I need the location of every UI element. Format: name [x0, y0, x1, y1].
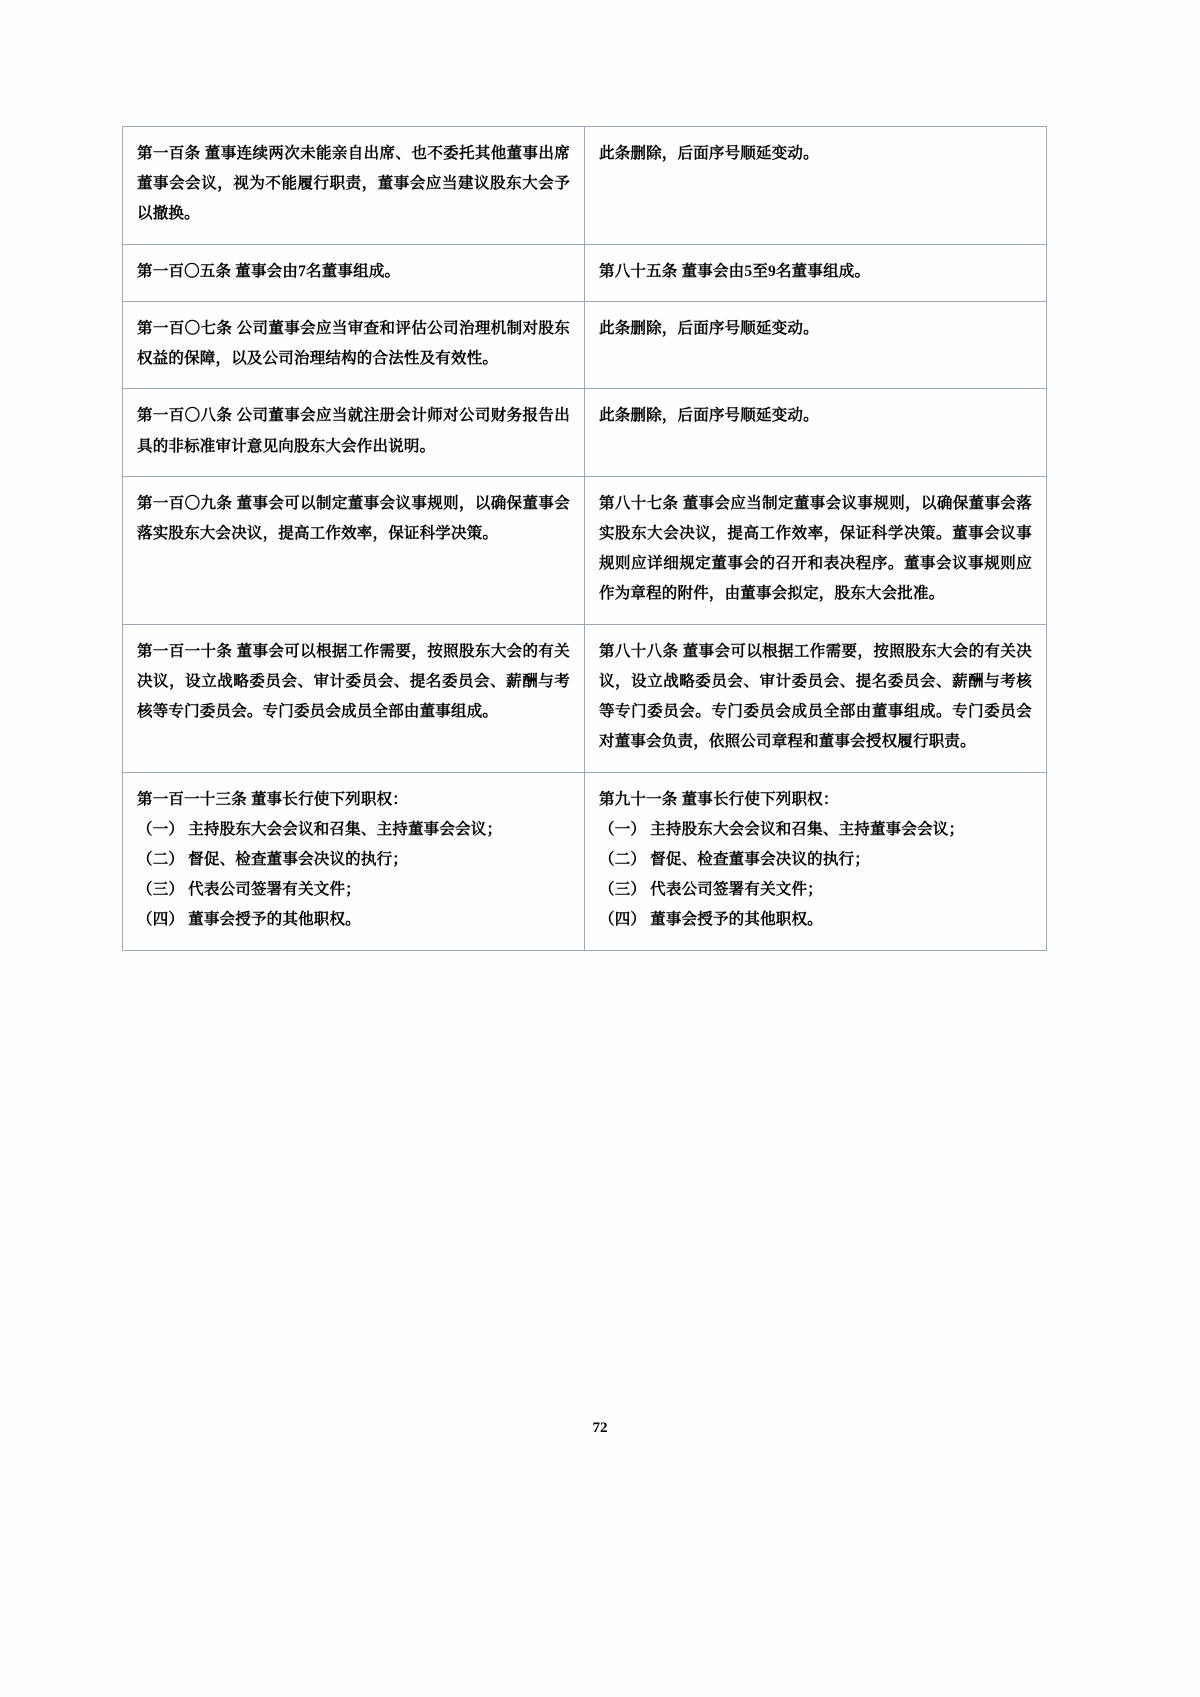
table-cell-original: [123, 389, 585, 476]
paragraph: 第一百一十条 董事会可以根据工作需要，按照股东大会的有关决议，设立战略委员会、审计委员会、提名委员会、薪酬与考核等专门委员会。专门委员会成员全部由董事组成。: [137, 642, 570, 721]
table-cell-revised: [585, 624, 1047, 772]
list-item: （四） 董事会授予的其他职权。: [599, 911, 823, 929]
paragraph: 第一百〇七条 公司董事会应当审查和评估公司治理机制对股东权益的保障，以及公司治理结构的合法性及有效性。: [137, 319, 570, 368]
paragraph: 第八十五条 董事会由5至9名董事组成。: [599, 262, 871, 280]
paragraph: 第九十一条 董事长行使下列职权：: [599, 790, 839, 808]
table-row: [123, 476, 1047, 624]
table-cell-revised: [585, 476, 1047, 624]
list-item: （一） 主持股东大会会议和召集、主持董事会会议；: [599, 820, 965, 838]
list-item: （一） 主持股东大会会议和召集、主持董事会会议；: [137, 820, 503, 838]
table-cell-original: [123, 624, 585, 772]
table-cell-revised: [585, 772, 1047, 950]
paragraph: 第一百一十三条 董事长行使下列职权：: [137, 790, 408, 808]
table-row: [123, 389, 1047, 476]
table-cell-revised: [585, 127, 1047, 245]
list-item: （二） 督促、检查董事会决议的执行；: [137, 850, 408, 868]
list-item: （三） 代表公司签署有关文件；: [137, 881, 361, 899]
paragraph: 第一百〇九条 董事会可以制定董事会议事规则，以确保董事会落实股东大会决议，提高工作效率，保证科学决策。: [137, 494, 570, 542]
paragraph: 此条删除，后面序号顺延变动。: [599, 407, 819, 425]
table-row: [123, 127, 1047, 245]
table-cell-original: [123, 476, 585, 624]
page-number: 72: [592, 1420, 608, 1436]
list-item: （三） 代表公司签署有关文件；: [599, 881, 823, 899]
list-item: （四） 董事会授予的其他职权。: [137, 911, 361, 929]
table-cell-original: [123, 244, 585, 301]
paragraph: 第一百〇八条 公司董事会应当就注册会计师对公司财务报告出具的非标准审计意见向股东大会作出说明。: [137, 407, 570, 455]
table-body: [123, 127, 1047, 951]
table-cell-revised: [585, 301, 1047, 388]
comparison-table: [122, 126, 1047, 951]
list-item: （二） 督促、检查董事会决议的执行；: [599, 850, 870, 868]
paragraph: 此条删除，后面序号顺延变动。: [599, 145, 819, 162]
paragraph: 第八十八条 董事会可以根据工作需要，按照股东大会的有关决议，设立战略委员会、审计委员会、提名委员会、薪酬与考核等专门委员会。专门委员会成员全部由董事组成。专门委员会对董事会负责，依照公司章程和董事会授权履行职责。: [599, 642, 1032, 751]
table-cell-revised: [585, 244, 1047, 301]
paragraph: 此条删除，后面序号顺延变动。: [599, 319, 819, 337]
paragraph: 第一百条 董事连续两次未能亲自出席、也不委托其他董事出席董事会会议，视为不能履行职责，董事会应当建议股东大会予以撤换。: [137, 145, 570, 223]
table-cell-revised: [585, 389, 1047, 476]
table-row: [123, 624, 1047, 772]
paragraph: 第一百〇五条 董事会由7名董事组成。: [137, 262, 401, 280]
table-cell-original: [123, 772, 585, 950]
table-cell-original: [123, 127, 585, 245]
table-cell-original: [123, 301, 585, 388]
table-row: [123, 244, 1047, 301]
table-row: [123, 772, 1047, 950]
table-row: [123, 301, 1047, 388]
paragraph: 第八十七条 董事会应当制定董事会议事规则，以确保董事会落实股东大会决议，提高工作效率，保证科学决策。董事会议事规则应详细规定董事会的召开和表决程序。董事会议事规则应作为章程的附件，由董事会拟定，股东大会批准。: [599, 494, 1032, 603]
